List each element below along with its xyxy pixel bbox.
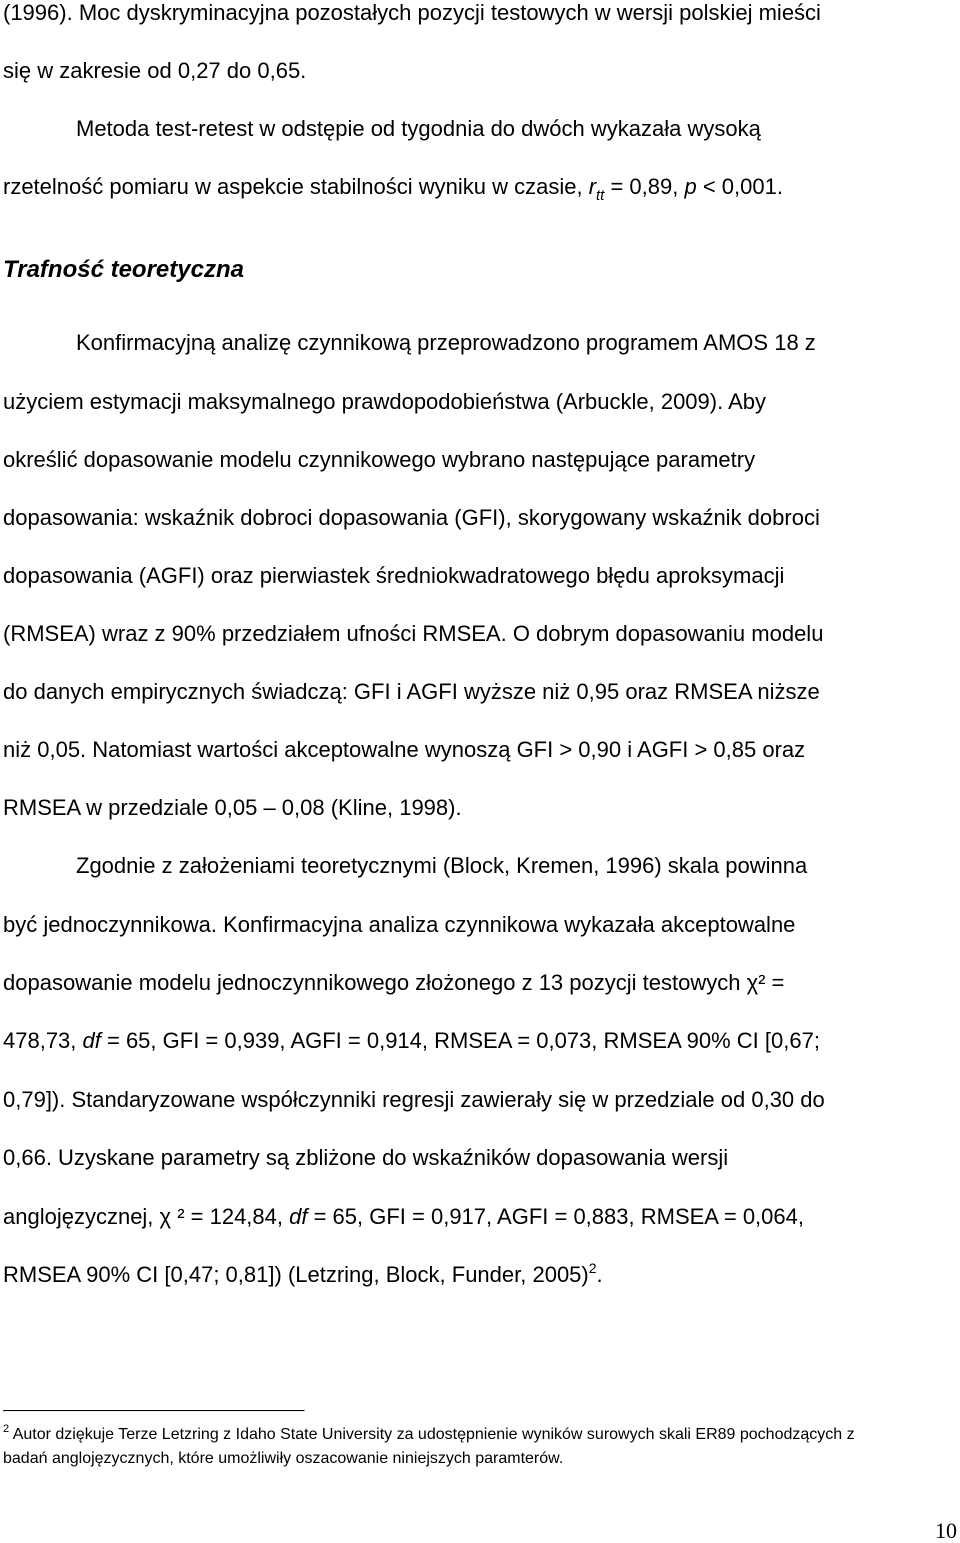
- text-line: dopasowanie modelu jednoczynnikowego złożonego z 13 pozycji testowych χ² =: [3, 970, 785, 995]
- text-line: 0,79]). Standaryzowane współczynniki regresji zawierały się w przedziale od 0,30 do: [3, 1087, 825, 1112]
- footnote-separator: [3, 1410, 305, 1412]
- italic-symbol: p: [684, 174, 697, 199]
- text-line: dopasowania (AGFI) oraz pierwiastek średniokwadratowego błędu aproksymacji: [3, 563, 785, 588]
- text-line: 0,66. Uzyskane parametry są zbliżone do wskaźników dopasowania wersji: [3, 1145, 729, 1170]
- text-run: rzetelność pomiaru w aspekcie stabilności wyniku w czasie,: [3, 174, 589, 199]
- text-run: < 0,001.: [696, 174, 783, 199]
- text-line: Metoda test-retest w odstępie od tygodnia do dwóch wykazała wysoką: [76, 116, 761, 141]
- section-heading: Trafność teoretyczna: [3, 256, 244, 283]
- italic-symbol: df: [82, 1028, 101, 1053]
- text-line: [3, 1028, 820, 1054]
- footnote-text: Autor dziękuje Terze Letzring z Idaho State University za udostępnienie wyników surowych skali ER89 pochodzących z: [9, 1426, 855, 1443]
- text-line: być jednoczynnikowa. Konfirmacyjna analiza czynnikowa wykazała akceptowalne: [3, 912, 796, 937]
- text-line: do danych empirycznych świadczą: GFI i AGFI wyższe niż 0,95 oraz RMSEA niższe: [3, 679, 820, 704]
- footnote-ref[interactable]: 2: [588, 1260, 597, 1276]
- italic-symbol: df: [289, 1204, 308, 1229]
- page-number: 10: [935, 1518, 957, 1543]
- subscript: tt: [596, 187, 605, 204]
- text-line: określić dopasowanie modelu czynnikowego wybrano następujące parametry: [3, 447, 756, 472]
- text-run: RMSEA 90% CI [0,47; 0,81]) (Letzring, Block, Funder, 2005): [3, 1262, 589, 1287]
- text-line: Zgodnie z założeniami teoretycznymi (Block, Kremen, 1996) skala powinna: [76, 853, 808, 878]
- text-line: niż 0,05. Natomiast wartości akceptowalne wynoszą GFI > 0,90 i AGFI > 0,85 oraz: [3, 737, 806, 762]
- text-line: użyciem estymacji maksymalnego prawdopodobieństwa (Arbuckle, 2009). Aby: [3, 389, 767, 414]
- footnote-mark: 2: [3, 1423, 10, 1435]
- text-line: [3, 1204, 804, 1230]
- italic-symbol: r: [588, 174, 597, 199]
- text-line: Konfirmacyjną analizę czynnikową przeprowadzono programem AMOS 18 z: [76, 330, 816, 355]
- text-run: = 65, GFI = 0,917, AGFI = 0,883, RMSEA = 0,064,: [307, 1204, 804, 1229]
- footnote-line: badań anglojęzycznych, które umożliwiły oszacowanie niniejszych paramterów.: [3, 1450, 564, 1467]
- text-run: 478,73,: [3, 1028, 83, 1053]
- text-line: dopasowania: wskaźnik dobroci dopasowania (GFI), skorygowany wskaźnik dobroci: [3, 505, 820, 530]
- text-run: .: [596, 1262, 603, 1287]
- text-line: [3, 174, 783, 209]
- text-line: RMSEA w przedziale 0,05 – 0,08 (Kline, 1998).: [3, 795, 462, 820]
- text-line: [3, 1262, 603, 1288]
- text-run: = 65, GFI = 0,939, AGFI = 0,914, RMSEA = 0,073, RMSEA 90% CI [0,67;: [100, 1028, 820, 1053]
- text-run: = 0,89,: [604, 174, 685, 199]
- text-line: się w zakresie od 0,27 do 0,65.: [3, 58, 307, 83]
- footnote-line: [3, 1425, 855, 1445]
- text-line: (1996). Moc dyskryminacyjna pozostałych pozycji testowych w wersji polskiej mieści: [3, 0, 821, 25]
- text-line: (RMSEA) wraz z 90% przedziałem ufności RMSEA. O dobrym dopasowaniu modelu: [3, 621, 824, 646]
- text-run: anglojęzycznej, χ ² = 124,84,: [3, 1204, 290, 1229]
